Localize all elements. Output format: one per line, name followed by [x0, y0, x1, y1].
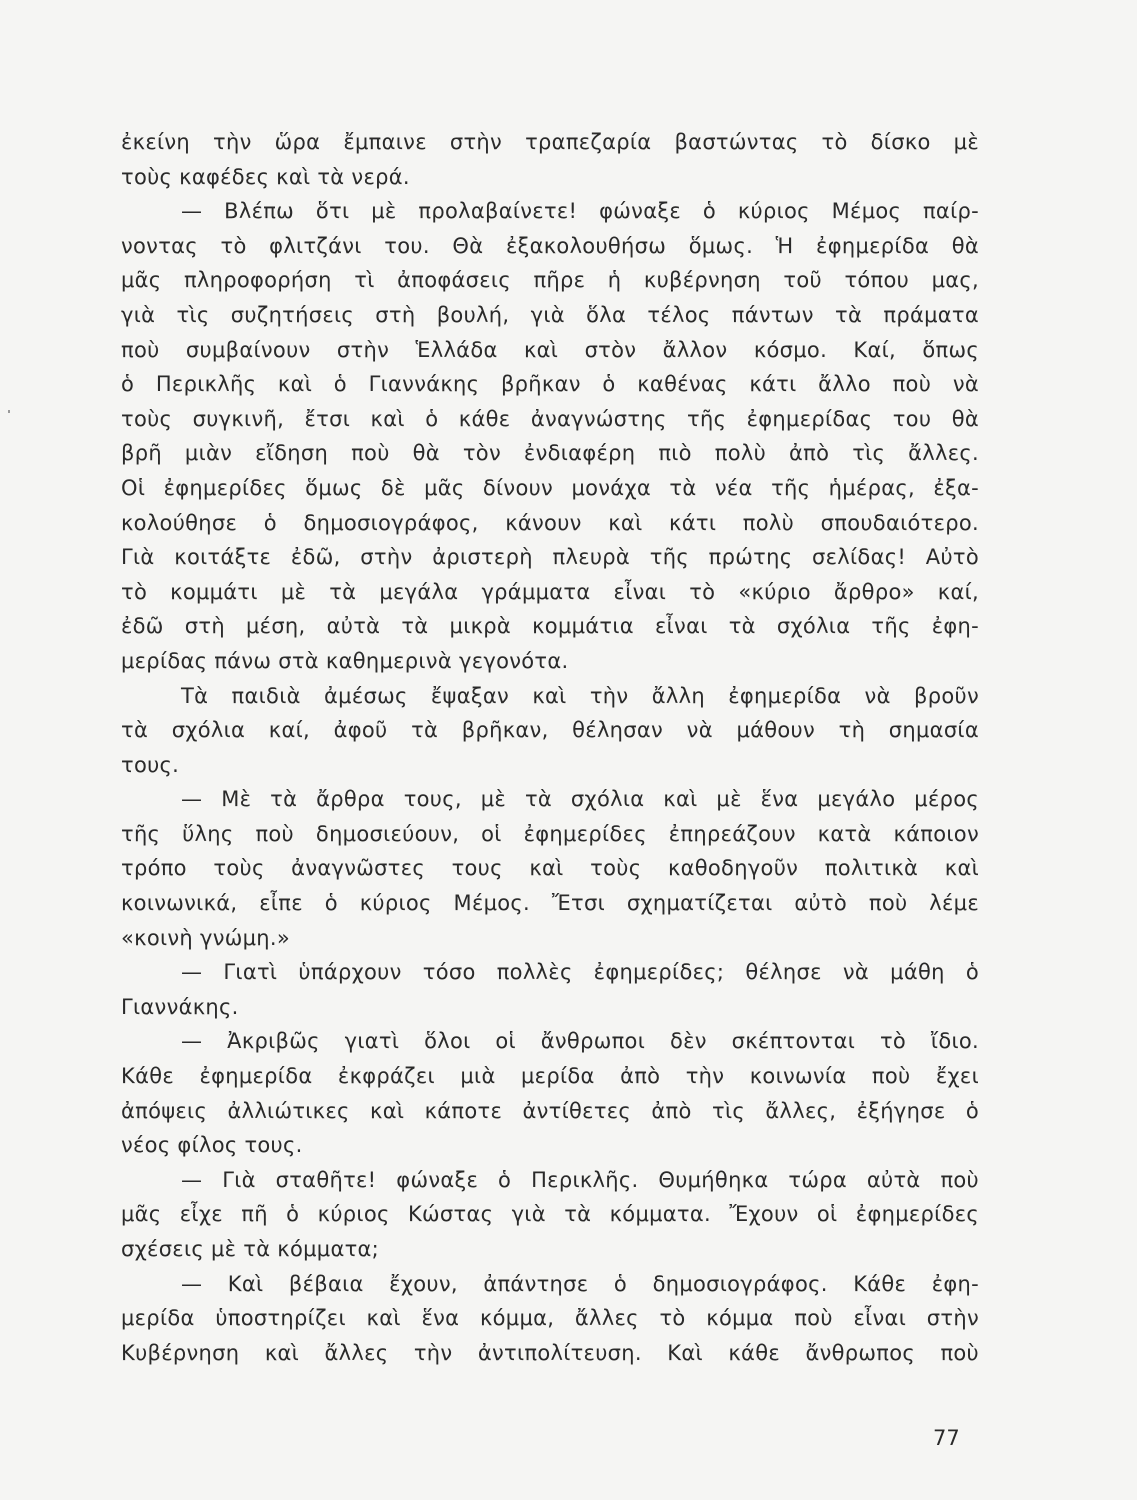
text-line: νέος φίλος τους. [121, 1133, 303, 1158]
text-line: ἐκείνη τὴν ὥρα ἔμπαινε στὴν τραπεζαρία βαστώντας τὸ δίσκο μὲ [121, 130, 979, 154]
text-line: Κυβέρνηση καὶ ἄλλες τὴν ἀντιπολίτευση. Καὶ κάθε ἄνθρωπος ποὺ [121, 1340, 979, 1365]
text-line: τοὺς καφέδες καὶ τὰ νερά. [121, 164, 410, 189]
text-line: — Ἀκριβῶς γιατὶ ὅλοι οἱ ἄνθρωποι δὲν σκέπτονται τὸ ἴδιο. [181, 1029, 979, 1054]
text-line: — Καὶ βέβαια ἔχουν, ἀπάντησε ὁ δημοσιογράφος. Κάθε ἐφη- [181, 1271, 979, 1296]
text-line: Γιὰ κοιτάξτε ἐδῶ, στὴν ἀριστερὴ πλευρὰ τῆς πρώτης σελίδας! Αὐτὸ [121, 545, 979, 570]
text-line: — Μὲ τὰ ἄρθρα τους, μὲ τὰ σχόλια καὶ μὲ ἕνα μεγάλο μέρος [181, 787, 979, 812]
text-line: κολούθησε ὁ δημοσιογράφος, κάνουν καὶ κάτι πολὺ σπουδαιότερο. [121, 510, 979, 535]
text-line: νοντας τὸ φλιτζάνι του. Θὰ ἐξακολουθήσω ὅμως. Ἡ ἐφημερίδα θὰ [121, 233, 979, 258]
text-line: Κάθε ἐφημερίδα ἐκφράζει μιὰ μερίδα ἀπὸ τὴν κοινωνία ποὺ ἔχει [121, 1064, 979, 1089]
text-line: ἀπόψεις ἀλλιώτικες καὶ κάποτε ἀντίθετες ἀπὸ τὶς ἄλλες, ἐξήγησε ὁ [121, 1098, 979, 1123]
text-line: Γιαννάκης. [121, 994, 239, 1019]
text-line: — Γιατὶ ὑπάρχουν τόσο πολλὲς ἐφημερίδες; θέλησε νὰ μάθη ὁ [181, 960, 979, 985]
text-line: — Βλέπω ὅτι μὲ προλαβαίνετε! φώναξε ὁ κύριος Μέμος παίρ- [181, 199, 979, 224]
text-line: Τὰ παιδιὰ ἀμέσως ἔψαξαν καὶ τὴν ἄλλη ἐφημερίδα νὰ βροῦν [181, 683, 979, 708]
text-line: τοὺς συγκινῆ, ἔτσι καὶ ὁ κάθε ἀναγνώστης τῆς ἐφημερίδας του θὰ [121, 406, 979, 431]
text-line: μᾶς πληροφορήση τὶ ἀποφάσεις πῆρε ἡ κυβέρνηση τοῦ τόπου μας, [121, 268, 979, 293]
text-line: μερίδα ὑποστηρίζει καὶ ἕνα κόμμα, ἄλλες τὸ κόμμα ποὺ εἶναι στὴν [121, 1306, 979, 1331]
page-number: 77 [933, 1426, 960, 1450]
text-line: Οἱ ἐφημερίδες ὅμως δὲ μᾶς δίνουν μονάχα τὰ νέα τῆς ἡμέρας, ἐξα- [121, 475, 979, 500]
text-line: ἐδῶ στὴ μέση, αὐτὰ τὰ μικρὰ κομμάτια εἶναι τὰ σχόλια τῆς ἐφη- [121, 614, 979, 639]
text-line: ποὺ συμβαίνουν στὴν Ἑλλάδα καὶ στὸν ἄλλον κόσμο. Καί, ὅπως [121, 337, 979, 362]
text-line: βρῆ μιὰν εἴδηση ποὺ θὰ τὸν ἐνδιαφέρη πιὸ πολὺ ἀπὸ τὶς ἄλλες. [121, 441, 979, 466]
text-line: τὰ σχόλια καί, ἀφοῦ τὰ βρῆκαν, θέλησαν νὰ μάθουν τὴ σημασία [121, 718, 979, 743]
body-text [121, 125, 979, 1370]
text-line: ὁ Περικλῆς καὶ ὁ Γιαννάκης βρῆκαν ὁ καθένας κάτι ἄλλο ποὺ νὰ [121, 372, 979, 397]
text-line: τὸ κομμάτι μὲ τὰ μεγάλα γράμματα εἶναι τὸ «κύριο ἄρθρο» καί, [121, 579, 979, 604]
text-line: τρόπο τοὺς ἀναγνῶστες τους καὶ τοὺς καθοδηγοῦν πολιτικὰ καὶ [121, 856, 979, 881]
text-line: τους. [121, 752, 180, 777]
text-line: γιὰ τὶς συζητήσεις στὴ βουλή, γιὰ ὅλα τέλος πάντων τὰ πράματα [121, 302, 979, 327]
page-edge-mark [8, 410, 10, 413]
text-line: μᾶς εἶχε πῆ ὁ κύριος Κώστας γιὰ τὰ κόμματα. Ἔχουν οἱ ἐφημερίδες [121, 1202, 979, 1227]
text-line: μερίδας πάνω στὰ καθημερινὰ γεγονότα. [121, 648, 569, 673]
text-line: σχέσεις μὲ τὰ κόμματα; [121, 1237, 380, 1261]
text-line: τῆς ὕλης ποὺ δημοσιεύουν, οἱ ἐφημερίδες ἐπηρεάζουν κατὰ κάποιον [121, 821, 979, 846]
text-line: — Γιὰ σταθῆτε! φώναξε ὁ Περικλῆς. Θυμήθηκα τώρα αὐτὰ ποὺ [181, 1167, 979, 1192]
text-line: κοινωνικά, εἶπε ὁ κύριος Μέμος. Ἔτσι σχηματίζεται αὐτὸ ποὺ λέμε [121, 891, 979, 916]
text-line: «κοινὴ γνώμη.» [121, 925, 291, 950]
